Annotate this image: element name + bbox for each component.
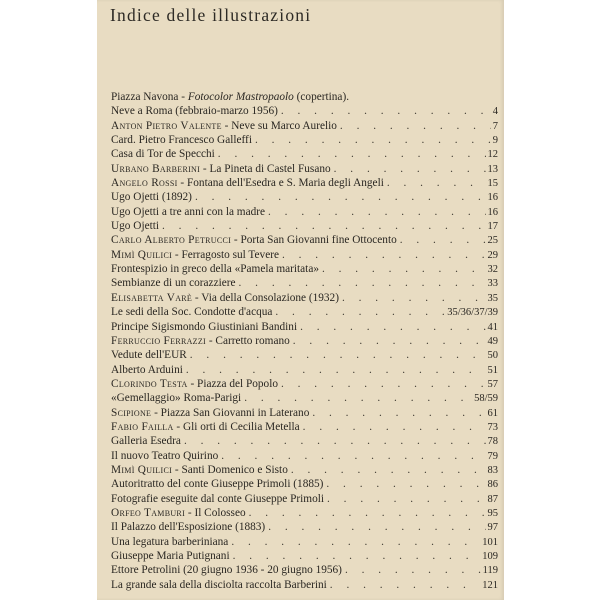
entry-text: - Ferragosto sul Tevere bbox=[172, 248, 279, 261]
dot-leader bbox=[241, 391, 472, 405]
entry-author: Clorindo Testa bbox=[111, 377, 188, 390]
entry-page-number: 33 bbox=[487, 278, 498, 290]
dot-leader bbox=[192, 190, 486, 204]
entry-text: Ugo Ojetti bbox=[111, 220, 160, 233]
entry-page-number: 29 bbox=[487, 249, 498, 261]
entry-page-number: 86 bbox=[487, 479, 498, 491]
entry-title bbox=[111, 176, 384, 190]
dot-leader bbox=[278, 377, 486, 391]
entry-page-number: 15 bbox=[487, 178, 498, 190]
entry-page-number: 121 bbox=[482, 579, 498, 591]
page-title: Indice delle illustrazioni bbox=[110, 5, 312, 25]
entry-text: Autoritratto del conte Giuseppe Primoli (1885) bbox=[111, 478, 324, 491]
entry-title bbox=[111, 262, 319, 276]
entry-page-number: 25 bbox=[487, 235, 498, 247]
index-entry bbox=[111, 492, 498, 506]
index-entry bbox=[111, 334, 498, 348]
index-entry bbox=[111, 248, 498, 262]
dot-leader bbox=[300, 420, 486, 434]
index-entry bbox=[111, 420, 498, 434]
index-entry bbox=[111, 162, 498, 176]
dot-leader bbox=[187, 348, 486, 362]
entry-text: Frontespizio in greco della «Pamela maritata» bbox=[111, 263, 319, 276]
entry-page-number: 32 bbox=[487, 264, 498, 276]
index-entry bbox=[111, 463, 498, 477]
index-entry bbox=[111, 276, 498, 290]
entry-author: Fabio Failla bbox=[111, 420, 174, 433]
dot-leader bbox=[218, 449, 485, 463]
entry-page-number: 16 bbox=[487, 206, 498, 218]
illustrations-index-list bbox=[111, 90, 498, 592]
dot-leader bbox=[288, 463, 486, 477]
entry-text: - Fontana dell'Esedra e S. Maria degli Angeli bbox=[177, 177, 384, 190]
dot-leader bbox=[265, 520, 485, 534]
entry-title bbox=[111, 363, 183, 377]
entry-page-number: 87 bbox=[487, 493, 498, 505]
index-entry bbox=[111, 377, 498, 391]
entry-title bbox=[111, 578, 327, 592]
dot-leader bbox=[319, 262, 486, 276]
dot-leader bbox=[236, 276, 486, 290]
entry-text: Casa di Tor de Specchi bbox=[111, 148, 215, 161]
entry-title bbox=[111, 463, 288, 477]
dot-leader bbox=[342, 563, 481, 577]
entry-title bbox=[111, 104, 278, 118]
entry-page-number: 12 bbox=[487, 149, 498, 161]
index-entry bbox=[111, 133, 498, 147]
entry-page-number: 9 bbox=[492, 135, 498, 147]
entry-text: Piazza Navona - bbox=[111, 91, 188, 103]
entry-page-number: 61 bbox=[487, 407, 498, 419]
index-entry bbox=[111, 363, 498, 377]
index-entry bbox=[111, 176, 498, 190]
dot-leader bbox=[324, 492, 485, 506]
dot-leader bbox=[290, 334, 486, 348]
entry-page-number: 35 bbox=[487, 292, 498, 304]
entry-title bbox=[111, 147, 215, 161]
entry-title bbox=[111, 90, 349, 104]
index-entry bbox=[111, 104, 498, 118]
dot-leader bbox=[397, 233, 486, 247]
index-entry bbox=[111, 119, 498, 133]
dot-leader bbox=[327, 578, 480, 592]
entry-author: Angelo Rossi bbox=[111, 177, 178, 190]
index-entry bbox=[111, 348, 498, 362]
entry-title bbox=[111, 205, 265, 219]
entry-text: Principe Sigismondo Giustiniani Bandini bbox=[111, 320, 298, 333]
entry-author: Mimì Quilici bbox=[111, 248, 173, 261]
entry-text: Ugo Ojetti (1892) bbox=[111, 191, 192, 204]
entry-text: - Piazza San Giovanni in Laterano bbox=[151, 406, 310, 419]
dot-leader bbox=[228, 535, 480, 549]
entry-text: Ettore Petrolini (20 giugno 1936 - 20 giugno 1956) bbox=[111, 564, 342, 577]
entry-title bbox=[111, 233, 397, 247]
entry-text: - Santi Domenico e Sisto bbox=[172, 463, 288, 476]
entry-text: Sembianze di un corazziere bbox=[111, 277, 236, 290]
dot-leader bbox=[181, 434, 486, 448]
index-entry bbox=[111, 406, 498, 420]
entry-page-number: 95 bbox=[487, 507, 498, 519]
entry-title bbox=[111, 162, 331, 176]
entry-text: «Gemellaggio» Roma-Parigi bbox=[111, 392, 242, 405]
entry-text: Card. Pietro Francesco Galleffi bbox=[111, 134, 252, 147]
dot-leader bbox=[384, 176, 486, 190]
entry-title bbox=[111, 492, 324, 506]
entry-author: Mimì Quilici bbox=[111, 463, 173, 476]
index-entry bbox=[111, 291, 498, 305]
entry-page-number: 16 bbox=[487, 192, 498, 204]
index-entry bbox=[111, 320, 498, 334]
entry-suffix: (copertina). bbox=[293, 91, 350, 103]
entry-text: - Gli orti di Cecilia Metella bbox=[173, 420, 300, 433]
entry-page-number: 83 bbox=[487, 464, 498, 476]
entry-page-number: 73 bbox=[487, 421, 498, 433]
entry-page-number: 79 bbox=[487, 450, 498, 462]
entry-text: Fotografie eseguite dal conte Giuseppe Primoli bbox=[111, 492, 325, 505]
entry-title bbox=[111, 305, 272, 319]
entry-page-number: 101 bbox=[482, 536, 498, 548]
index-entry bbox=[111, 578, 498, 592]
entry-text: Una legatura barberiniana bbox=[111, 535, 229, 548]
entry-text: Le sedi della Soc. Condotte d'acqua bbox=[111, 306, 273, 319]
index-entry bbox=[111, 449, 498, 463]
index-entry bbox=[111, 147, 498, 161]
index-entry bbox=[111, 506, 498, 520]
entry-title bbox=[111, 520, 265, 534]
entry-title bbox=[111, 248, 279, 262]
index-entry bbox=[111, 520, 498, 534]
entry-page-number: 58/59 bbox=[474, 393, 498, 405]
entry-title bbox=[111, 377, 278, 391]
entry-author: Scipione bbox=[111, 406, 152, 419]
index-entry bbox=[111, 190, 498, 204]
entry-title bbox=[111, 334, 290, 348]
entry-title bbox=[111, 535, 228, 549]
entry-text: - Il Colosseo bbox=[185, 506, 246, 519]
dot-leader bbox=[339, 291, 486, 305]
entry-credit: Fotocolor Mastropaolo bbox=[187, 91, 294, 103]
entry-title bbox=[111, 434, 181, 448]
dot-leader bbox=[230, 549, 481, 563]
index-entry bbox=[111, 477, 498, 491]
entry-author: Orfeo Tamburi bbox=[111, 506, 186, 519]
entry-page-number: 35/36/37/39 bbox=[447, 307, 498, 319]
entry-title bbox=[111, 420, 300, 434]
entry-title bbox=[111, 348, 187, 362]
entry-text: Il Palazzo dell'Esposizione (1883) bbox=[111, 521, 266, 534]
entry-text: - Piazza del Popolo bbox=[187, 377, 278, 390]
entry-title bbox=[111, 406, 309, 420]
entry-text: - La Pineta di Castel Fusano bbox=[200, 162, 331, 175]
entry-text: Galleria Esedra bbox=[111, 435, 181, 448]
dot-leader bbox=[183, 363, 486, 377]
entry-page-number: 49 bbox=[487, 335, 498, 347]
index-entry bbox=[111, 233, 498, 247]
entry-text: - Carretto romano bbox=[206, 334, 290, 347]
entry-page-number: 119 bbox=[482, 565, 498, 577]
dot-leader bbox=[297, 320, 485, 334]
book-page bbox=[97, 0, 504, 600]
entry-title bbox=[111, 320, 297, 334]
entry-page-number: 97 bbox=[487, 522, 498, 534]
entry-author: Anton Pietro Valente bbox=[111, 119, 222, 132]
dot-leader bbox=[246, 506, 486, 520]
entry-page-number: 50 bbox=[487, 350, 498, 362]
entry-page-number: 4 bbox=[492, 106, 498, 118]
entry-text: La grande sala della disciolta raccolta Barberini bbox=[111, 578, 327, 591]
entry-title bbox=[111, 391, 241, 405]
dot-leader bbox=[323, 477, 485, 491]
entry-author: Carlo Alberto Petrucci bbox=[111, 234, 232, 247]
entry-page-number: 51 bbox=[487, 364, 498, 376]
entry-page-number: 41 bbox=[487, 321, 498, 333]
entry-title bbox=[111, 119, 337, 133]
entry-author: Ferruccio Ferrazzi bbox=[111, 334, 207, 347]
index-entry bbox=[111, 434, 498, 448]
entry-title bbox=[111, 506, 246, 520]
entry-title bbox=[111, 449, 218, 463]
entry-text: Neve a Roma (febbraio-marzo 1956) bbox=[111, 105, 278, 118]
dot-leader bbox=[337, 119, 491, 133]
entry-title bbox=[111, 477, 323, 491]
entry-page-number: 13 bbox=[487, 163, 498, 175]
entry-title bbox=[111, 190, 192, 204]
entry-text: - Porta San Giovanni fine Ottocento bbox=[231, 234, 397, 247]
dot-leader bbox=[252, 133, 491, 147]
dot-leader bbox=[331, 162, 486, 176]
dot-leader bbox=[215, 147, 486, 161]
entry-author: Urbano Barberini bbox=[111, 162, 201, 175]
entry-page-number: 17 bbox=[487, 221, 498, 233]
dot-leader bbox=[278, 104, 491, 118]
index-entry bbox=[111, 563, 498, 577]
index-entry bbox=[111, 305, 498, 319]
entry-text: Ugo Ojetti a tre anni con la madre bbox=[111, 205, 266, 218]
index-entry bbox=[111, 262, 498, 276]
dot-leader bbox=[159, 219, 485, 233]
dot-leader bbox=[265, 205, 485, 219]
entry-author: Elisabetta Varè bbox=[111, 291, 193, 304]
entry-text: Il nuovo Teatro Quirino bbox=[111, 449, 219, 462]
entry-text: - Via della Consolazione (1932) bbox=[192, 291, 339, 304]
entry-title bbox=[111, 549, 230, 563]
dot-leader bbox=[279, 248, 486, 262]
entry-page-number: 57 bbox=[487, 378, 498, 390]
entry-text: Alberto Arduini bbox=[111, 363, 183, 376]
entry-text: Giuseppe Maria Putignani bbox=[111, 550, 230, 562]
index-entry bbox=[111, 391, 498, 405]
entry-title bbox=[111, 133, 252, 147]
entry-page-number: 109 bbox=[482, 551, 498, 562]
dot-leader bbox=[309, 406, 485, 420]
entry-page-number: 78 bbox=[487, 436, 498, 448]
index-entry bbox=[111, 219, 498, 233]
index-entry bbox=[111, 549, 498, 563]
entry-title bbox=[111, 291, 339, 305]
entry-title bbox=[111, 276, 236, 290]
entry-text: - Neve su Marco Aurelio bbox=[221, 119, 337, 132]
index-entry bbox=[111, 205, 498, 219]
entry-title bbox=[111, 219, 159, 233]
entry-page-number: 7 bbox=[492, 120, 498, 132]
entry-text: Vedute dell'EUR bbox=[111, 349, 187, 362]
entry-title bbox=[111, 563, 342, 577]
index-entry bbox=[111, 535, 498, 549]
index-entry bbox=[111, 90, 498, 104]
dot-leader bbox=[272, 305, 445, 319]
